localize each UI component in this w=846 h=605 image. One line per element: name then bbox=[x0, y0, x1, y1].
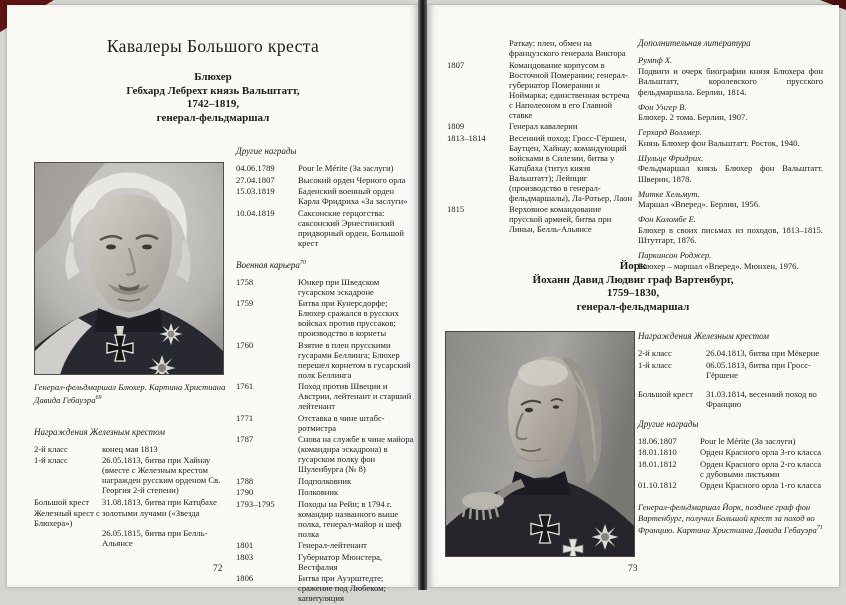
award-row bbox=[638, 348, 823, 358]
career-row bbox=[447, 38, 635, 58]
order-star-medal bbox=[160, 323, 183, 345]
right-page-career-column bbox=[447, 38, 635, 236]
career-detail: Раткау; плен, обмен на французского генерала Виктора bbox=[509, 38, 626, 58]
career-detail: Губернатор Мюнстера, Вестфалия bbox=[298, 551, 383, 572]
subject-name: Блюхер bbox=[194, 71, 232, 83]
career-row bbox=[447, 133, 635, 203]
yorck-portrait bbox=[445, 331, 635, 557]
career-year: 1813–1814 bbox=[447, 132, 486, 143]
career-detail: Верховное командование прусской армией, битва при Линьи, Белль-Альянсе bbox=[509, 204, 612, 234]
award-row bbox=[638, 436, 823, 446]
award-row bbox=[236, 175, 417, 185]
yorck-portrait-caption bbox=[638, 502, 823, 535]
award-row bbox=[236, 163, 417, 173]
award-row bbox=[34, 497, 227, 507]
literature-reference: Князь Блюхер фон Вальштатт. Росток, 1940. bbox=[638, 137, 800, 148]
career-row bbox=[236, 499, 417, 539]
award-detail: Орден Красного орла 3-го класса bbox=[700, 447, 822, 457]
chapter-title: Кавалеры Большого креста bbox=[106, 36, 320, 56]
career-year: 1759 bbox=[236, 298, 254, 308]
literature-reference: Подвиги и очерк биографии князя Блюхера фон Вальштатт, королевского прусского фельдмаршала. Берлин, 1814. bbox=[638, 65, 823, 97]
career-list bbox=[236, 277, 417, 604]
career-detail: Взятие в плен прусскими гусарами Беллинга; Блюхер перешел корнетом в гусарский полк Беллинга bbox=[298, 339, 411, 380]
career-year: 1815 bbox=[447, 204, 465, 214]
iron-cross-award-list bbox=[638, 348, 823, 409]
literature-list bbox=[638, 55, 823, 271]
career-year: 1771 bbox=[236, 412, 254, 423]
award-detail: 26.05.1815, битва при Белль-Альянсе bbox=[102, 528, 208, 549]
career-row bbox=[447, 60, 635, 120]
subject-rank: генерал-фельдмаршал bbox=[576, 300, 690, 313]
award-detail: 06.05.1813, битва при Гросс-Гёршене bbox=[706, 359, 811, 380]
career-detail: Генерал-лейтенант bbox=[298, 540, 367, 550]
award-row bbox=[638, 389, 823, 409]
star-of-bluecher-row bbox=[34, 508, 227, 548]
literature-author: Фон Унгер В. bbox=[638, 101, 687, 112]
career-row bbox=[236, 540, 417, 550]
career-row bbox=[236, 413, 417, 433]
award-detail: Баденский военный орден Карла Фридриха «За заслуги» bbox=[298, 186, 408, 206]
career-detail: Отставка в чине штабс-ротмистра bbox=[298, 412, 385, 433]
award-detail: 31.03.1814, весенний поход во Францию bbox=[706, 388, 817, 409]
award-detail: 31.08.1813, битва при Катцбахе bbox=[102, 496, 217, 507]
iron-cross-section-heading: Награждения Железным крестом bbox=[638, 331, 770, 341]
award-detail: Высокий орден Черного орла bbox=[298, 174, 406, 185]
career-row bbox=[236, 487, 417, 497]
career-year: 1806 bbox=[236, 573, 254, 583]
literature-entry bbox=[638, 214, 823, 246]
career-row bbox=[236, 552, 417, 572]
literature-entry bbox=[638, 102, 823, 123]
career-year: 1801 bbox=[236, 540, 254, 550]
career-detail: Битва при Ауэрштедте; сражение под Любеком; капитуляция bbox=[298, 573, 386, 603]
order-star-medal bbox=[592, 524, 619, 550]
subject-name: Йорк bbox=[619, 260, 647, 272]
subject-heading-yorck bbox=[427, 260, 839, 314]
award-class: 2-й класс bbox=[638, 348, 672, 358]
award-date: 18.01.1812 bbox=[638, 458, 677, 469]
career-detail: Полковник bbox=[298, 487, 339, 497]
other-awards-heading: Другие награды bbox=[638, 418, 699, 429]
award-detail: Саксонские герцогства: саксонский Эрнестинский придворный орден, Большой крест bbox=[298, 207, 404, 248]
literature-author: Шульце Фридрих. bbox=[638, 152, 704, 163]
career-detail: Битва при Кунерсдорфе; Блюхер сражался в русских войсках против пруссаков; производство в корнеты bbox=[298, 298, 399, 338]
literature-column bbox=[638, 38, 823, 276]
award-date: 10.04.1819 bbox=[236, 207, 275, 218]
award-row bbox=[236, 208, 417, 248]
yorck-portrait-image bbox=[445, 331, 635, 557]
award-detail: Pour le Mérite (За заслуги) bbox=[700, 435, 796, 446]
award-class: 2-й класс bbox=[34, 443, 68, 454]
award-date: 04.06.1789 bbox=[236, 163, 275, 173]
career-row bbox=[236, 340, 417, 380]
page-number-right: 73 bbox=[628, 564, 638, 574]
award-row bbox=[34, 455, 227, 495]
award-date: 01.10.1812 bbox=[638, 480, 677, 490]
literature-author: Митке Хельмут. bbox=[638, 188, 700, 199]
award-row bbox=[638, 480, 823, 490]
career-row bbox=[447, 121, 635, 131]
bluecher-portrait-caption bbox=[34, 382, 227, 405]
career-row bbox=[447, 204, 635, 234]
other-awards-list bbox=[638, 436, 823, 491]
award-detail: конец мая 1813 bbox=[102, 443, 158, 454]
award-detail: Орден Красного орла 1-го класса bbox=[700, 480, 822, 490]
award-row bbox=[638, 447, 823, 457]
caption-footnote-ref: 69 bbox=[95, 394, 102, 401]
career-row bbox=[236, 573, 417, 603]
career-year: 1809 bbox=[447, 121, 465, 131]
career-footnote-ref: 70 bbox=[299, 259, 306, 266]
bluecher-portrait-image bbox=[34, 162, 224, 375]
subject-years: 1759–1830, bbox=[606, 287, 660, 299]
award-row bbox=[236, 186, 417, 206]
literature-reference: Блюхер. 2 тома. Берлин, 1907. bbox=[638, 112, 748, 122]
career-row bbox=[236, 298, 417, 338]
left-page-right-column bbox=[236, 146, 417, 605]
career-year: 1793–1795 bbox=[236, 498, 275, 509]
award-detail: Орден Красного орла 2-го класса с дубовыми листьями bbox=[700, 458, 822, 479]
career-year: 1807 bbox=[447, 59, 465, 70]
literature-reference: Маршал «Вперед». Берлин, 1956. bbox=[638, 199, 761, 209]
other-awards-list bbox=[236, 163, 417, 248]
career-row bbox=[236, 381, 417, 411]
career-year: 1758 bbox=[236, 276, 254, 287]
caption-text: Генерал-фельдмаршал Йорк, позднее граф фон Вартенбург, получил Большой крест за поход во Францию. Картина Христиана Давида Гебауэра bbox=[638, 502, 817, 535]
career-detail: Генерал кавалерии bbox=[509, 121, 578, 131]
award-date: 15.03.1819 bbox=[236, 186, 275, 196]
award-date: 18.06.1807 bbox=[638, 435, 677, 446]
literature-entry bbox=[638, 55, 823, 97]
subject-rank: генерал-фельдмаршал bbox=[156, 111, 270, 124]
career-detail: Весенний поход: Гросс-Гёршен, Баутцен, Хайнау; командующий войсками в Силезии, битва у Катцбаха (титул князя Вальштатт); Лейпциг (производство в генерал-фельдмаршалы), Ла-Ротьер, Лаон bbox=[509, 132, 633, 203]
award-class: 1-й класс bbox=[638, 359, 672, 370]
award-detail: 26.05.1813, битва при Хайнау (вместе с Железным крестом награжден русским орденом Св. Георгия 2-й степени) bbox=[102, 455, 221, 496]
career-year: 1790 bbox=[236, 487, 254, 497]
award-row bbox=[638, 360, 823, 380]
literature-author: Румпф Х. bbox=[638, 55, 673, 65]
award-detail: 26.04.1813, битва при Мёкерне bbox=[706, 348, 820, 358]
career-detail: Юнкер при Шведском гусарском эскадроне bbox=[298, 276, 380, 297]
caption-text: Генерал-фельдмаршал Блюхер. Картина Христиана Давида Гебауэра bbox=[34, 382, 226, 405]
career-detail: Командование корпусом в Восточной Померании; генерал-губернатор Померании и Ноймарка; единственная встреча с Наполеоном в его Главной ставке bbox=[509, 59, 630, 120]
award-row bbox=[638, 459, 823, 479]
iron-cross-award-list bbox=[34, 444, 227, 507]
award-detail: Pour le Mérite (За заслуги) bbox=[298, 163, 394, 173]
award-class: 1-й класс bbox=[34, 455, 68, 466]
career-year: 1803 bbox=[236, 551, 254, 562]
career-year: 1760 bbox=[236, 339, 254, 350]
subject-title-line: Гебхард Лебрехт князь Вальштатт, bbox=[126, 84, 300, 97]
award-row bbox=[34, 444, 227, 454]
left-page bbox=[7, 5, 419, 603]
literature-reference: Фельдмаршал князь Блюхер фон Вальштатт. Шверин, 1878. bbox=[638, 163, 823, 184]
left-page-left-column bbox=[34, 382, 227, 548]
award-date: 27.04.1807 bbox=[236, 174, 275, 185]
career-row bbox=[236, 277, 417, 297]
award-class: Большой крест bbox=[638, 388, 694, 399]
literature-author: Паркинсон Роджер. bbox=[638, 250, 712, 260]
page-number-left: 72 bbox=[213, 564, 223, 574]
career-detail: Походы на Рейн; в 1794 г. командир названного выше полка, генерал-майор и шеф полка bbox=[298, 498, 402, 539]
book-gutter bbox=[418, 0, 427, 590]
subject-years: 1742–1819, bbox=[186, 98, 240, 110]
right-page-awards-column bbox=[638, 331, 823, 535]
career-heading bbox=[236, 258, 417, 271]
literature-reference: Блюхер – маршал «Вперед». Мюнхен, 1976. bbox=[638, 260, 799, 271]
subject-heading-bluecher bbox=[7, 71, 419, 125]
literature-author: Фон Коломбе Е. bbox=[638, 214, 697, 224]
career-year: 1787 bbox=[236, 434, 254, 444]
literature-entry bbox=[638, 127, 823, 148]
literature-entry bbox=[638, 189, 823, 210]
literature-entry bbox=[638, 153, 823, 185]
career-year bbox=[447, 38, 505, 58]
award-date: 18.01.1810 bbox=[638, 447, 677, 457]
career-detail: Снова на службе в чине майора (командира эскадрона) в гусарском полку фон Шуленбурга (№ 8) bbox=[298, 434, 414, 474]
award-class: Железный крест с золотыми лучами («Звезда Блюхера») bbox=[34, 508, 200, 529]
career-continued-list bbox=[447, 38, 635, 234]
subject-title-line: Йоханн Давид Людвиг граф Вартенбург, bbox=[532, 273, 734, 286]
career-row bbox=[236, 434, 417, 474]
literature-heading: Дополнительная литература bbox=[638, 38, 751, 48]
other-awards-heading: Другие награды bbox=[236, 146, 297, 156]
career-detail: Подполковник bbox=[298, 475, 352, 486]
career-year: 1761 bbox=[236, 381, 254, 391]
caption-footnote-ref: 71 bbox=[816, 525, 823, 531]
career-row bbox=[236, 476, 417, 486]
career-detail: Поход против Швеции и Австрии, лейтенант и старший лейтенант bbox=[298, 381, 412, 411]
iron-cross-section-heading: Награждения Железным крестом bbox=[34, 426, 166, 437]
bluecher-portrait bbox=[34, 162, 224, 375]
literature-reference: Блюхер в своих письмах из походов, 1813–1815. Штутгарт, 1876. bbox=[638, 224, 823, 245]
right-page bbox=[427, 5, 839, 587]
career-year: 1788 bbox=[236, 475, 254, 486]
award-class: Большой крест bbox=[34, 496, 90, 507]
literature-author: Герхард Воллмер. bbox=[638, 127, 702, 137]
career-heading-text: Военная карьера bbox=[236, 259, 300, 270]
